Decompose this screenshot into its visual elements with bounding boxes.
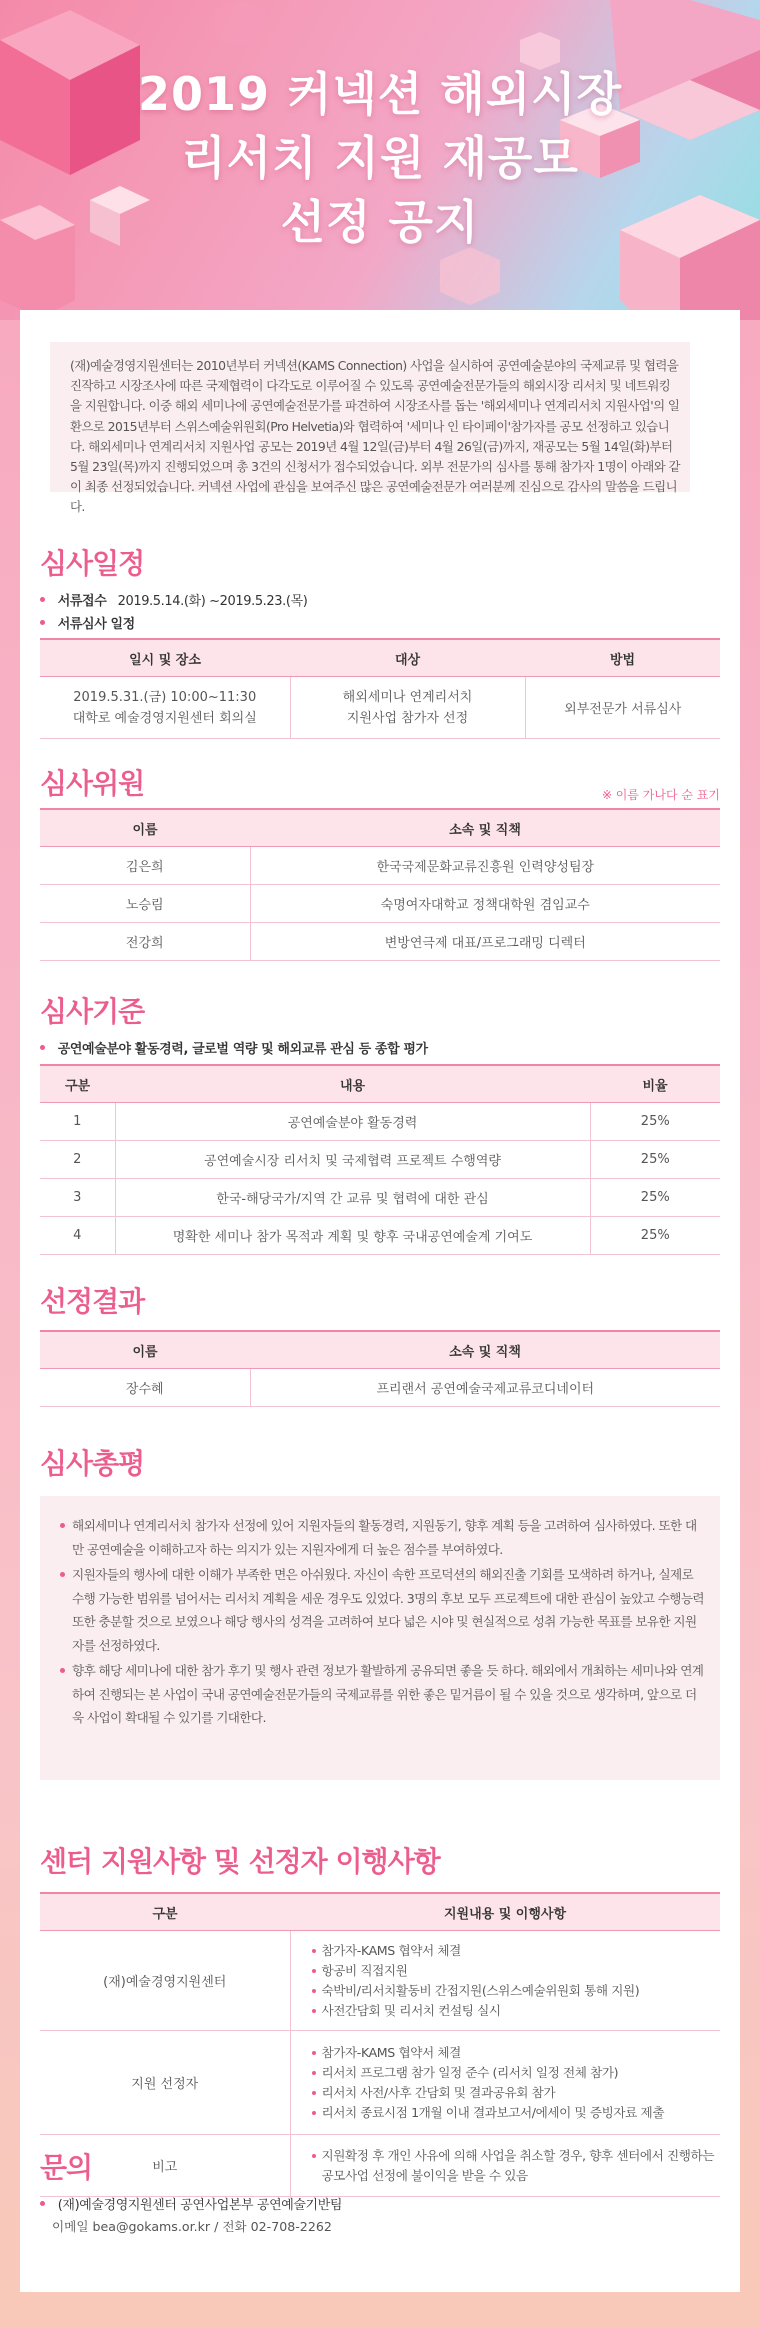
section-title-contact: 문의	[40, 2151, 93, 2184]
judge-name: 노승림	[40, 885, 250, 923]
schedule-header-date: 일시 및 장소	[40, 639, 290, 677]
criteria-no: 1	[40, 1103, 115, 1141]
review-item: 지원자들의 행사에 대한 이해가 부족한 면은 아쉬웠다. 자신이 속한 프로덕션의 해외진출 기회를 모색하려 하거나, 실제로 수행 가능한 범위를 넘어서는 리서치 계획을 세운 경우도 있었다. 3명의 후보 모두 프로젝트에 대한 관심이 높았고 수행능력 또한 충분할 것으로 보였으나 해당 행사의 성격을 고려하여 보다 넓은 시야 및 현실적으로 성취 가능한 목표를 보유한 지원자를 선정하였다.	[60, 1563, 708, 1657]
criteria-content: 공연예술분야 활동경력	[115, 1103, 590, 1141]
list-item: 리서치 종료시점 1개월 이내 결과보고서/에세이 및 증빙자료 제출	[312, 2103, 720, 2123]
title-line-2: 리서치 지원 재공모	[181, 131, 579, 185]
section-title-review: 심사총평	[40, 1447, 145, 1480]
support-list	[292, 2043, 720, 2123]
schedule-place: 대학로 예술경영지원센터 회의실	[72, 710, 257, 726]
judges-header-org: 소속 및 직책	[250, 809, 720, 847]
contact-bullet	[40, 2194, 342, 2213]
list-item: 참가자-KAMS 협약서 체결	[312, 1941, 720, 1961]
contact-info: 이메일 bea@gokams.or.kr / 전화 02-708-2262	[52, 2219, 332, 2234]
judges-order-note: ※ 이름 가나다 순 표기	[601, 788, 720, 802]
judge-org: 한국국제문화교류진흥원 인력양성팀장	[250, 847, 720, 885]
table-row	[40, 2135, 720, 2197]
submission-period: 2019.5.14.(화) ~2019.5.23.(목)	[117, 594, 308, 609]
support-category: 지원 선정자	[40, 2031, 290, 2135]
list-item: 참가자-KAMS 협약서 체결	[312, 2043, 720, 2063]
list-item: 지원확정 후 개인 사유에 의해 사업을 취소할 경우, 향후 센터에서 진행하는 공모사업 선정에 불이익을 받을 수 있음	[312, 2146, 720, 2186]
support-header-category: 구분	[40, 1893, 290, 1931]
list-item: 리서치 사전/사후 간담회 및 결과공유회 참가	[312, 2083, 720, 2103]
list-item: 리서치 프로그램 참가 일정 준수 (리서치 일정 전체 참가)	[312, 2063, 720, 2083]
intro-box	[50, 342, 690, 515]
schedule-table	[40, 638, 720, 739]
title-line-1: 2019 커넥션 해외시장	[137, 67, 623, 121]
schedule-method: 외부전문가 서류심사	[525, 677, 720, 739]
table-row	[40, 923, 720, 961]
table-row	[40, 1141, 720, 1179]
result-header-org: 소속 및 직책	[250, 1331, 720, 1369]
result-name: 장수혜	[40, 1369, 250, 1407]
criteria-no: 4	[40, 1217, 115, 1255]
page-title	[0, 62, 760, 254]
table-row	[40, 2031, 720, 2135]
judges-header-name: 이름	[40, 809, 250, 847]
judge-name: 김은희	[40, 847, 250, 885]
criteria-header-content: 내용	[115, 1065, 590, 1103]
section-title-support: 센터 지원사항 및 선정자 이행사항	[40, 1845, 440, 1878]
table-row	[40, 1179, 720, 1217]
table-row	[40, 1369, 720, 1407]
schedule-target-2: 지원사업 참가자 선정	[346, 710, 469, 726]
criteria-content: 한국-해당국가/지역 간 교류 및 협력에 대한 관심	[115, 1179, 590, 1217]
contact-department: (재)예술경영지원센터 공연사업본부 공연예술기반팀	[57, 2198, 343, 2213]
support-list	[292, 2146, 720, 2186]
criteria-ratio: 25%	[590, 1179, 720, 1217]
list-item: 사전간담회 및 리서치 컨설팅 실시	[312, 2001, 720, 2021]
section-title-schedule: 심사일정	[40, 547, 145, 580]
table-row	[40, 1931, 720, 2031]
result-table	[40, 1330, 720, 1407]
result-org: 프리랜서 공연예술국제교류코디네이터	[250, 1369, 720, 1407]
intro-text: (재)예술경영지원센터는 2010년부터 커넥션(KAMS Connection) 사업을 실시하여 공연예술분야의 국제교류 및 협력을 진작하고 시장조사에 따른 국제협력이 다각도로 이루어질 수 있도록 공연예술전문가들의 해외시장 리서치 및 네트워킹을 지원합니다. 이중 해외 세미나에 공연예술전문가를 파견하여 시장조사를 돕는 '해외세미나 연계리서치 지원사업'의 일환으로 2015년부터 스위스예술위원회(Pro Helvetia)와 협력하여 '세미나 인 타이페이'참가자를 공모 선정하고 있습니다. 해외세미나 연계리서치 지원사업 공모는 2019년 4월 12일(금)부터 4월 26일(금)까지, 재공모는 5월 14일(화)부터 5월 23일(목)까지 진행되었으며 총 3건의 신청서가 접수되었습니다. 외부 전문가의 심사를 통해 참가자 1명이 아래와 같이 최종 선정되었습니다. 커넥션 사업에 관심을 보여주신 많은 공연예술전문가 여러분께 진심으로 감사의 말씀을 드립니다.	[70, 358, 680, 515]
support-list	[292, 1941, 720, 2021]
hero-banner	[0, 0, 760, 320]
judge-name: 전강희	[40, 923, 250, 961]
section-title-judges: 심사위원	[40, 767, 145, 800]
table-row	[40, 885, 720, 923]
section-title-result: 선정결과	[40, 1285, 145, 1318]
submission-label: 서류접수	[57, 594, 107, 609]
criteria-table	[40, 1064, 720, 1255]
table-row	[40, 1217, 720, 1255]
support-table	[40, 1892, 720, 2197]
schedule-header-method: 방법	[525, 639, 720, 677]
criteria-content: 명확한 세미나 참가 목적과 계획 및 향후 국내공연예술계 기여도	[115, 1217, 590, 1255]
judge-org: 숙명여자대학교 정책대학원 겸임교수	[250, 885, 720, 923]
criteria-bullet	[40, 1038, 428, 1057]
table-row	[40, 847, 720, 885]
review-item: 해외세미나 연계리서치 참가자 선정에 있어 지원자들의 활동경력, 지원동기, 향후 계획 등을 고려하여 심사하였다. 또한 대만 공연예술을 이해하고자 하는 의지가 있는 지원자에게 더 높은 점수를 부여하였다.	[60, 1514, 708, 1561]
support-category: (재)예술경영지원센터	[40, 1931, 290, 2031]
criteria-no: 2	[40, 1141, 115, 1179]
criteria-header-ratio: 비율	[590, 1065, 720, 1103]
result-header-name: 이름	[40, 1331, 250, 1369]
table-row	[40, 1103, 720, 1141]
judge-org: 변방연극제 대표/프로그래밍 디렉터	[250, 923, 720, 961]
criteria-header-no: 구분	[40, 1065, 115, 1103]
criteria-content: 공연예술시장 리서치 및 국제협력 프로젝트 수행역량	[115, 1141, 590, 1179]
criteria-no: 3	[40, 1179, 115, 1217]
support-category: 비고	[40, 2135, 290, 2197]
schedule-target-1: 해외세미나 연계리서치	[342, 689, 473, 705]
criteria-summary: 공연예술분야 활동경력, 글로벌 역량 및 해외교류 관심 등 종합 평가	[57, 1042, 428, 1057]
schedule-header-target: 대상	[290, 639, 525, 677]
table-row	[40, 677, 720, 739]
schedule-bullet-submission	[40, 590, 307, 609]
review-schedule-label: 서류심사 일정	[57, 617, 135, 632]
section-title-criteria: 심사기준	[40, 995, 145, 1028]
criteria-ratio: 25%	[590, 1103, 720, 1141]
schedule-date: 2019.5.31.(금) 10:00~11:30	[73, 689, 257, 705]
schedule-bullet-review	[40, 613, 135, 632]
criteria-ratio: 25%	[590, 1217, 720, 1255]
support-header-details: 지원내용 및 이행사항	[290, 1893, 720, 1931]
list-item: 항공비 직접지원	[312, 1961, 720, 1981]
review-item: 향후 해당 세미나에 대한 참가 후기 및 행사 관련 정보가 활발하게 공유되면 좋을 듯 하다. 해외에서 개최하는 세미나와 연계하여 진행되는 본 사업이 국내 공연예술전문가들의 국제교류를 위한 좋은 밑거름이 될 수 있을 것으로 생각하며, 앞으로 더욱 사업이 확대될 수 있기를 기대한다.	[60, 1659, 708, 1730]
review-box	[40, 1496, 720, 1780]
title-line-3: 선정 공지	[280, 195, 480, 249]
list-item: 숙박비/리서치활동비 간접지원(스위스예술위원회 통해 지원)	[312, 1981, 720, 2001]
judges-table	[40, 808, 720, 961]
criteria-ratio: 25%	[590, 1141, 720, 1179]
content-card	[20, 310, 740, 2292]
